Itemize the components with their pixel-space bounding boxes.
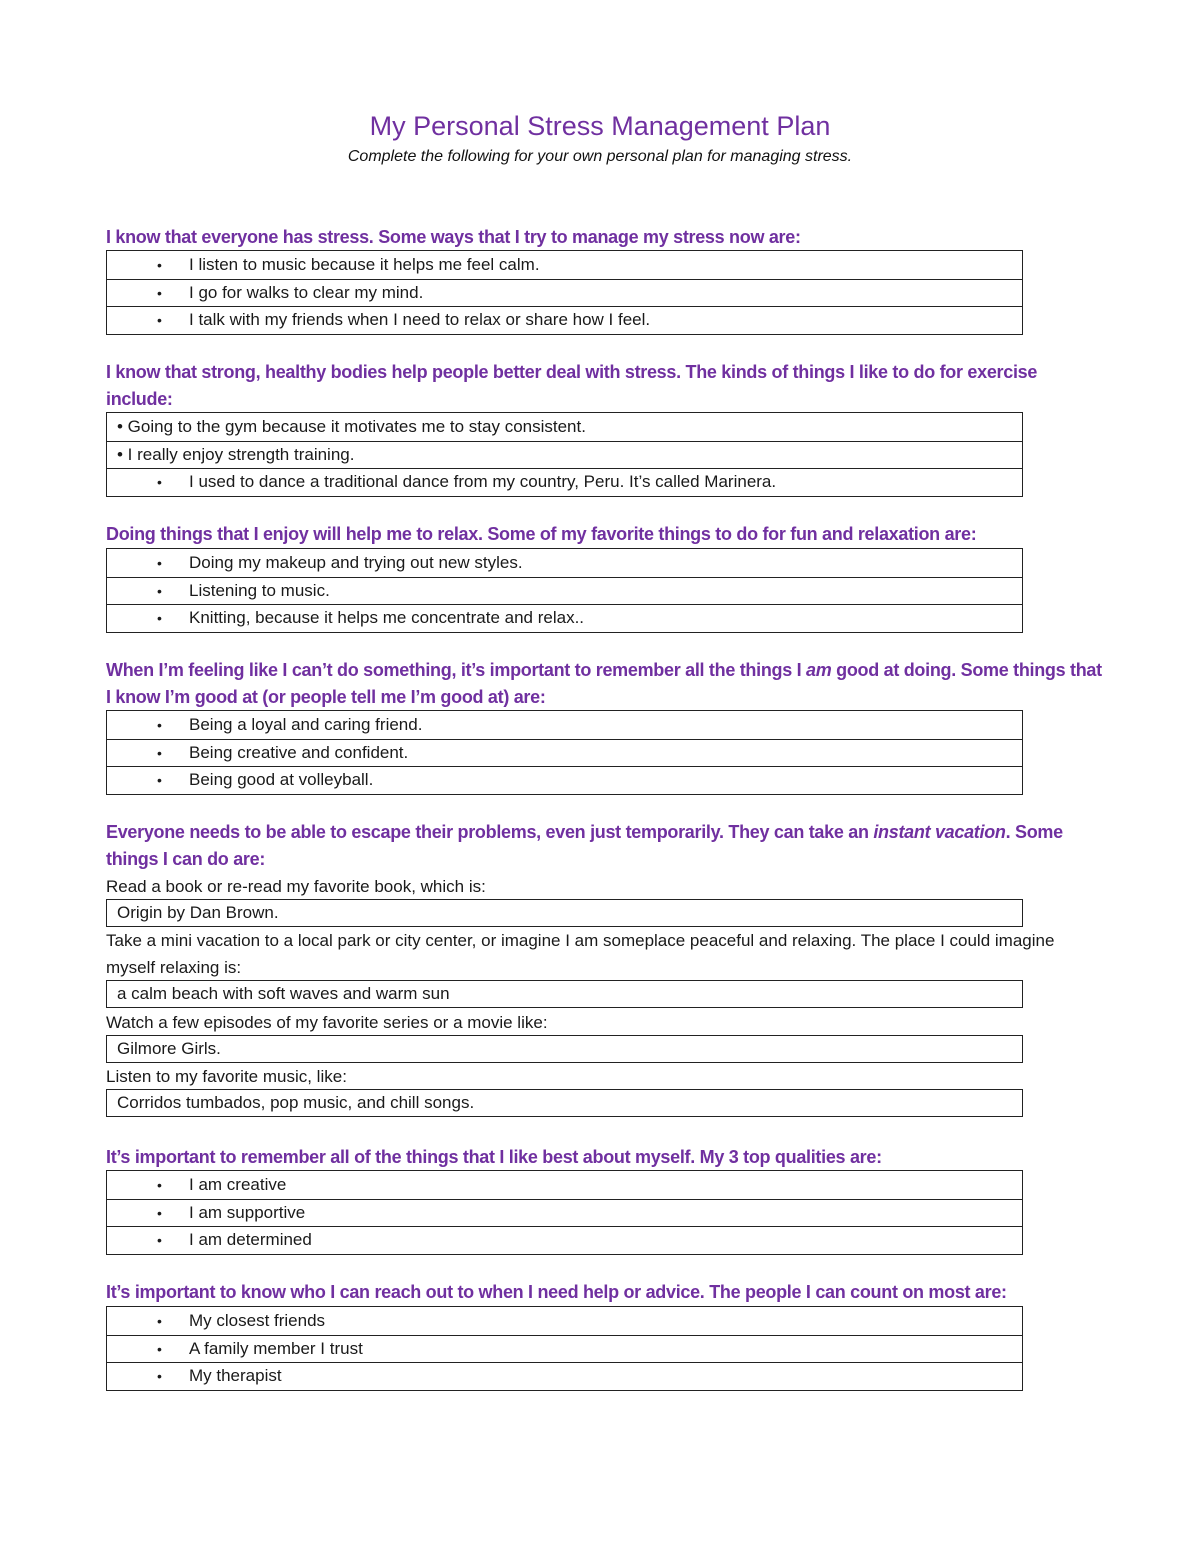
answer-table-current-coping bbox=[106, 250, 1023, 335]
prompt-exercise: I know that strong, healthy bodies help people better deal with stress. The kinds of things I like to do for exercise include: bbox=[106, 362, 1038, 409]
answer-row[interactable] bbox=[107, 306, 1022, 334]
answer-row[interactable] bbox=[107, 413, 1022, 441]
bullet-icon: • bbox=[157, 1340, 162, 1357]
answer-row[interactable] bbox=[107, 1307, 1022, 1335]
prompt-good-at: When I’m feeling like I can’t do something, it’s important to remember all the things I am good at doing. Some things that I know I’m good at (or people tell me I’m good at) are: bbox=[106, 660, 1102, 707]
answer-text: I am creative bbox=[189, 1174, 287, 1194]
answer-row[interactable] bbox=[107, 1362, 1022, 1390]
bullet-icon: • bbox=[157, 554, 162, 571]
answer-text: I used to dance a traditional dance from my country, Peru. It’s called Marinera. bbox=[189, 472, 777, 492]
question-favorite-series: Watch a few episodes of my favorite series or a movie like: bbox=[106, 1013, 548, 1032]
answer-text: I listen to music because it helps me feel calm. bbox=[189, 254, 540, 274]
bullet-icon: • bbox=[157, 256, 162, 273]
question-relaxing-place: Take a mini vacation to a local park or city center, or imagine I am someplace peaceful and relaxing. The place I could imagine myself relaxing is: bbox=[106, 931, 1055, 977]
bullet-icon: • bbox=[157, 744, 162, 761]
answer-row[interactable] bbox=[107, 711, 1022, 739]
answer-text: Being creative and confident. bbox=[189, 742, 409, 762]
answer-text: Knitting, because it helps me concentrate and relax.. bbox=[189, 608, 585, 628]
bullet-icon: • bbox=[157, 610, 162, 627]
answer-text: I am determined bbox=[189, 1230, 312, 1250]
answer-text: • Going to the gym because it motivates me to stay consistent. bbox=[117, 416, 586, 436]
answer-row[interactable] bbox=[107, 1171, 1022, 1199]
answer-field-relaxing-place[interactable]: a calm beach with soft waves and warm sun bbox=[106, 980, 1023, 1008]
answer-text: Being good at volleyball. bbox=[189, 770, 374, 790]
answer-text: Being a loyal and caring friend. bbox=[189, 714, 423, 734]
answer-row[interactable] bbox=[107, 1335, 1022, 1363]
prompt-instant-vacation: Everyone needs to be able to escape their problems, even just temporarily. They can take an instant vacation. Some things I can do are: bbox=[106, 822, 1063, 869]
answer-row[interactable] bbox=[107, 441, 1022, 469]
page-subtitle: Complete the following for your own personal plan for managing stress. bbox=[347, 148, 853, 165]
bullet-icon: • bbox=[157, 716, 162, 733]
answer-table-top-qualities bbox=[106, 1170, 1023, 1255]
answer-field-favorite-music[interactable]: Corridos tumbados, pop music, and chill songs. bbox=[106, 1089, 1023, 1117]
question-favorite-music: Listen to my favorite music, like: bbox=[106, 1067, 347, 1086]
bullet-icon: • bbox=[157, 1232, 162, 1249]
answer-row[interactable] bbox=[107, 468, 1022, 496]
bullet-icon: • bbox=[157, 474, 162, 491]
answer-text: Listening to music. bbox=[189, 580, 330, 600]
answer-row[interactable] bbox=[107, 251, 1022, 279]
answer-text: My closest friends bbox=[189, 1310, 326, 1330]
answer-field-favorite-series[interactable]: Gilmore Girls. bbox=[106, 1035, 1023, 1063]
answer-table-support-people bbox=[106, 1306, 1023, 1391]
answer-text: I talk with my friends when I need to relax or share how I feel. bbox=[189, 310, 651, 330]
bullet-icon: • bbox=[157, 312, 162, 329]
answer-row[interactable] bbox=[107, 739, 1022, 767]
answer-row[interactable] bbox=[107, 577, 1022, 605]
answer-table-good-at bbox=[106, 710, 1023, 795]
answer-text: Doing my makeup and trying out new styles. bbox=[189, 552, 523, 572]
answer-row[interactable] bbox=[107, 766, 1022, 794]
prompt-fun-relaxation: Doing things that I enjoy will help me to relax. Some of my favorite things to do for fun and relaxation are: bbox=[106, 524, 977, 544]
answer-table-exercise bbox=[106, 412, 1023, 497]
answer-row[interactable] bbox=[107, 604, 1022, 632]
answer-row[interactable] bbox=[107, 549, 1022, 577]
bullet-icon: • bbox=[157, 284, 162, 301]
answer-table-fun-relaxation bbox=[106, 548, 1023, 633]
prompt-current-coping: I know that everyone has stress. Some ways that I try to manage my stress now are: bbox=[106, 227, 801, 247]
answer-text: I go for walks to clear my mind. bbox=[189, 282, 424, 302]
answer-row[interactable] bbox=[107, 279, 1022, 307]
bullet-icon: • bbox=[157, 1204, 162, 1221]
prompt-support-people: It’s important to know who I can reach out to when I need help or advice. The people I can count on most are: bbox=[106, 1282, 1007, 1302]
bullet-icon: • bbox=[157, 582, 162, 599]
answer-field-favorite-book[interactable]: Origin by Dan Brown. bbox=[106, 899, 1023, 927]
bullet-icon: • bbox=[157, 1312, 162, 1329]
bullet-icon: • bbox=[157, 772, 162, 789]
bullet-icon: • bbox=[157, 1176, 162, 1193]
answer-text: A family member I trust bbox=[189, 1338, 363, 1358]
answer-row[interactable] bbox=[107, 1226, 1022, 1254]
prompt-top-qualities: It’s important to remember all of the things that I like best about myself. My 3 top qualities are: bbox=[106, 1147, 882, 1167]
answer-text: • I really enjoy strength training. bbox=[117, 444, 355, 464]
page-title: My Personal Stress Management Plan bbox=[369, 111, 831, 141]
answer-text: I am supportive bbox=[189, 1202, 306, 1222]
answer-text: My therapist bbox=[189, 1366, 282, 1386]
answer-row[interactable] bbox=[107, 1199, 1022, 1227]
question-favorite-book: Read a book or re-read my favorite book, which is: bbox=[106, 877, 486, 896]
bullet-icon: • bbox=[157, 1368, 162, 1385]
